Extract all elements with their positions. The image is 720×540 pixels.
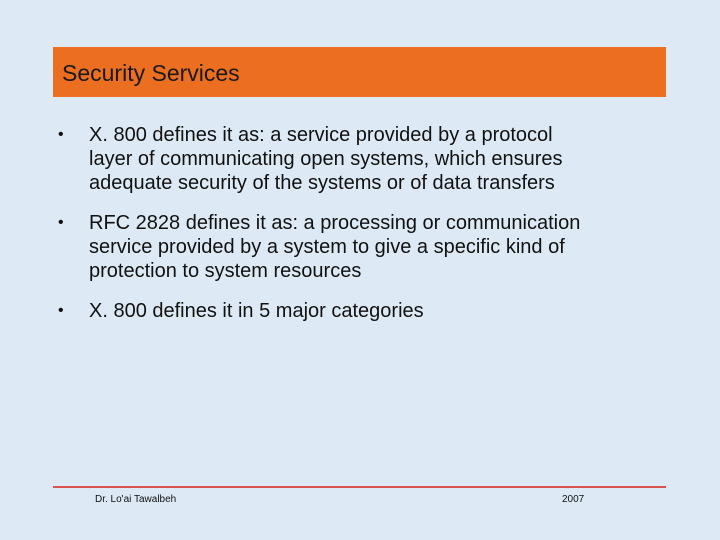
bullet-item [58, 299, 688, 323]
bullet-item [58, 123, 688, 195]
slide-title: Security Services [62, 59, 240, 86]
bullet-marker: • [58, 302, 64, 319]
bullet-line: service provided by a system to give a specific kind of [89, 236, 565, 258]
bullet-line: X. 800 defines it as: a service provided by a protocol [89, 124, 553, 146]
bullet-marker: • [58, 126, 64, 143]
bullet-line: X. 800 defines it in 5 major categories [89, 300, 424, 322]
bullet-line: RFC 2828 defines it as: a processing or communication [89, 212, 581, 234]
title-bar [53, 47, 666, 97]
bullet-line: protection to system resources [89, 260, 362, 282]
bullet-marker: • [58, 214, 64, 231]
bullet-item [58, 211, 688, 283]
bullet-line: adequate security of the systems or of data transfers [89, 172, 555, 194]
bullet-list [58, 123, 688, 339]
footer-author: Dr. Lo'ai Tawalbeh [95, 494, 177, 505]
footer-rule [53, 486, 666, 488]
bullet-line: layer of communicating open systems, which ensures [89, 148, 563, 170]
footer-year: 2007 [562, 494, 585, 505]
